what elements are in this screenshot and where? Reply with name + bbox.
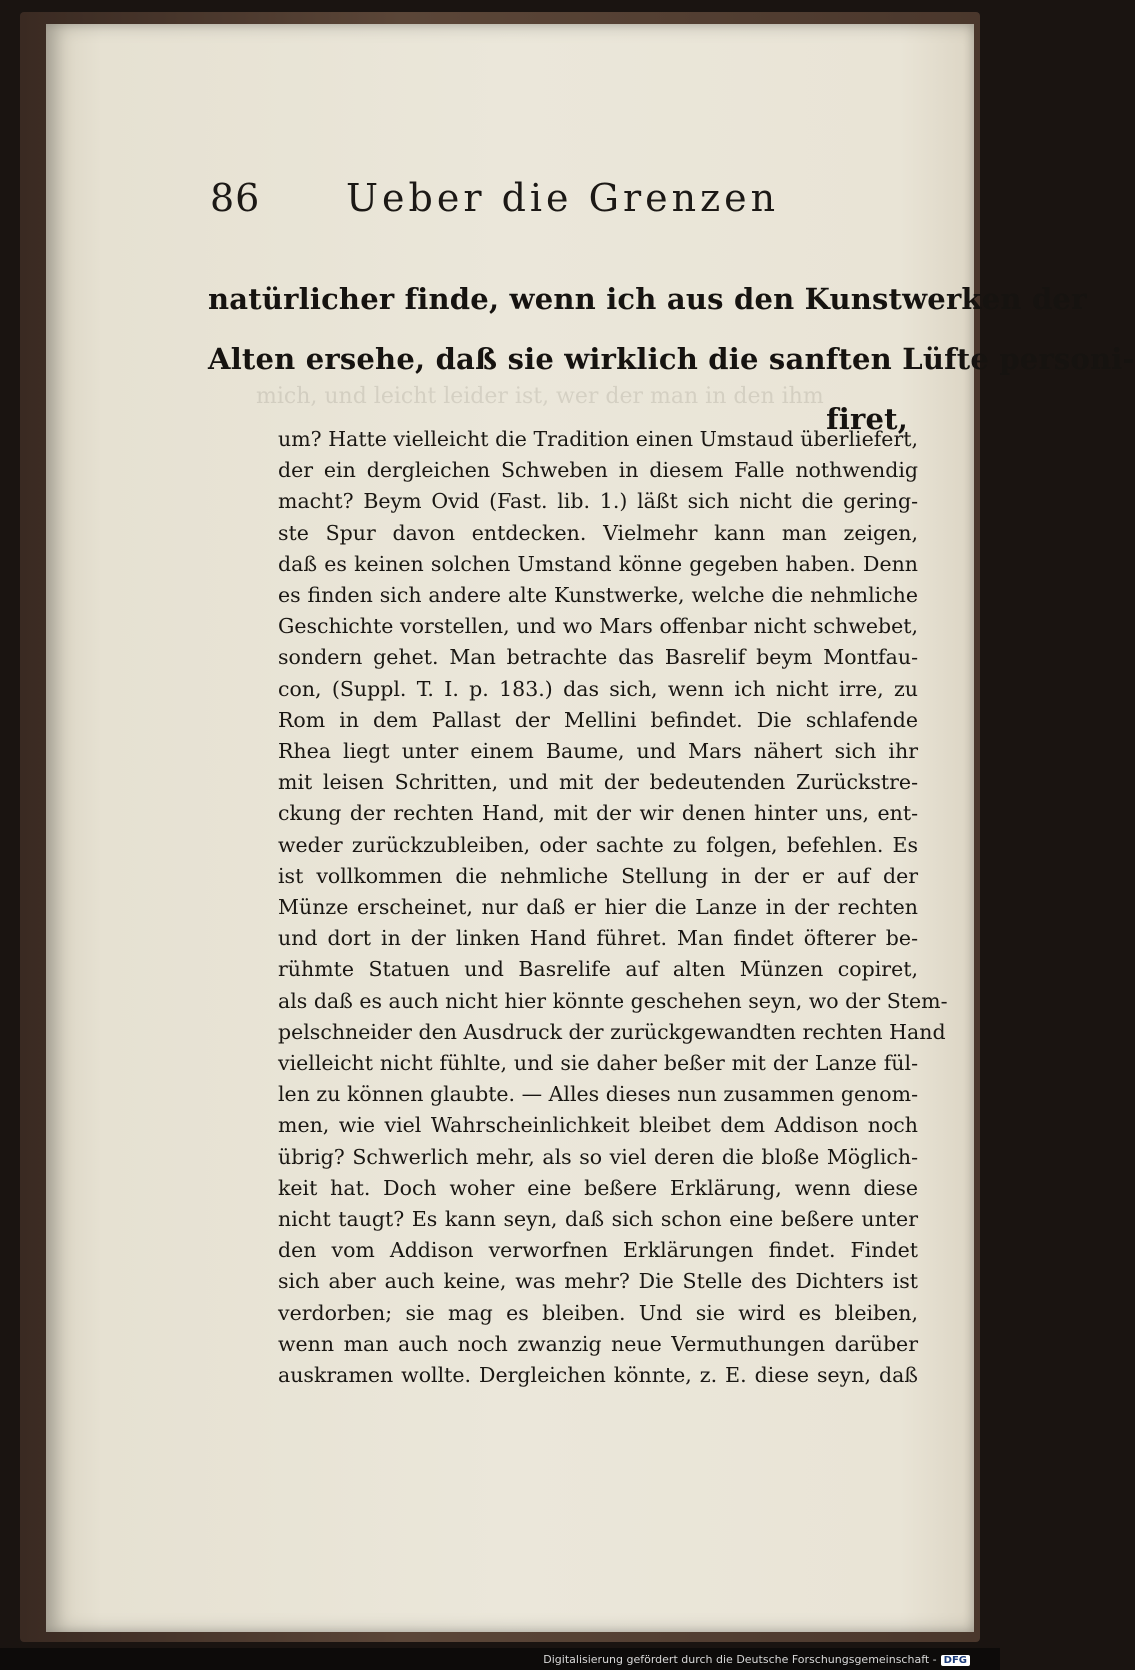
running-head: Ueber die Grenzen — [346, 176, 780, 220]
body-line: übrig? Schwerlich mehr, als so viel deren die bloße Möglich- — [278, 1144, 918, 1169]
body-line: con, (Suppl. T. I. p. 183.) das sich, wenn ich nicht irre, zu — [278, 676, 918, 701]
body-line: Rom in dem Pallast der Mellini befindet. Die schlafende — [278, 707, 918, 732]
body-line: weder zurückzubleiben, oder sachte zu folgen, befehlen. Es — [278, 832, 918, 857]
body-line: sondern gehet. Man betrachte das Basrelif beym Montfau- — [278, 645, 918, 670]
lead-line: natürlicher finde, wenn ich aus den Kunstwerken der — [208, 282, 1087, 316]
body-line: ste Spur davon entdecken. Vielmehr kann man zeigen, — [278, 520, 918, 545]
body-line: keit hat. Doch woher eine beßere Erklärung, wenn diese — [278, 1175, 918, 1200]
bleed-through-text: mich, und leicht leider ist, wer der man in den ihm — [256, 384, 824, 409]
footer-credit-text: Digitalisierung gefördert durch die Deutsche Forschungsgemeinschaft - — [543, 1653, 937, 1666]
dfg-logo: DFG — [941, 1655, 970, 1666]
body-line: den vom Addison verworfnen Erklärungen findet. Findet — [278, 1238, 918, 1263]
digitization-footer — [0, 1648, 1000, 1670]
page-header — [46, 176, 974, 236]
body-paragraph — [278, 424, 948, 1391]
body-line: auskramen wollte. Dergleichen könnte, z. E. diese seyn, daß — [278, 1363, 918, 1388]
body-line: verdorben; sie mag es bleiben. Und sie wird es bleiben, — [278, 1300, 918, 1325]
body-line: um? Hatte vielleicht die Tradition einen Umstaud überliefert, — [278, 427, 918, 451]
footer-credit — [543, 1653, 970, 1666]
body-line: es finden sich andere alte Kunstwerke, welche die nehmliche — [278, 583, 918, 608]
body-line: und dort in der linken Hand führet. Man findet öfterer be- — [278, 926, 918, 951]
body-line: sich aber auch keine, was mehr? Die Stelle des Dichters ist — [278, 1269, 918, 1294]
body-line: ckung der rechten Hand, mit der wir denen hinter uns, ent- — [278, 801, 918, 826]
body-line: ist vollkommen die nehmliche Stellung in der er auf der — [278, 863, 918, 888]
body-line: men, wie viel Wahrscheinlichkeit bleibet dem Addison noch — [278, 1113, 918, 1138]
body-line: wenn man auch noch zwanzig neue Vermuthungen darüber — [278, 1331, 918, 1356]
body-line: vielleicht nicht fühlte, und sie daher beßer mit der Lanze fül- — [278, 1051, 918, 1076]
body-line: pelschneider den Ausdruck der zurückgewandten rechten Hand — [278, 1019, 946, 1044]
body-line: Rhea liegt unter einem Baume, und Mars nähert sich ihr — [278, 739, 918, 764]
body-line: nicht taugt? Es kann seyn, daß sich schon eine beßere unter — [278, 1207, 918, 1232]
page-number: 86 — [210, 176, 261, 220]
book-page — [46, 24, 1135, 1632]
body-line: mit leisen Schritten, und mit der bedeutenden Zurückstre- — [278, 770, 918, 795]
body-line: als daß es auch nicht hier könnte geschehen seyn, wo der Stem- — [278, 988, 948, 1013]
lead-line: firet, — [826, 402, 908, 436]
body-line: macht? Beym Ovid (Fast. lib. 1.) läßt sich nicht die gering- — [278, 489, 918, 514]
lead-paragraph — [208, 269, 1135, 449]
body-line: Geschichte vorstellen, und wo Mars offenbar nicht schwebet, — [278, 614, 918, 639]
body-line: Münze erscheinet, nur daß er hier die Lanze in der rechten — [278, 895, 918, 920]
body-line: der ein dergleichen Schweben in diesem Falle nothwendig — [278, 458, 918, 483]
body-line: daß es keinen solchen Umstand könne gegeben haben. Denn — [278, 551, 918, 576]
lead-line: Alten ersehe, daß sie wirklich die sanften Lüfte personi- — [208, 342, 1135, 376]
body-line: rühmte Statuen und Basrelife auf alten Münzen copiret, — [278, 957, 918, 982]
body-line: len zu können glaubte. — Alles dieses nun zusammen genom- — [278, 1082, 918, 1107]
